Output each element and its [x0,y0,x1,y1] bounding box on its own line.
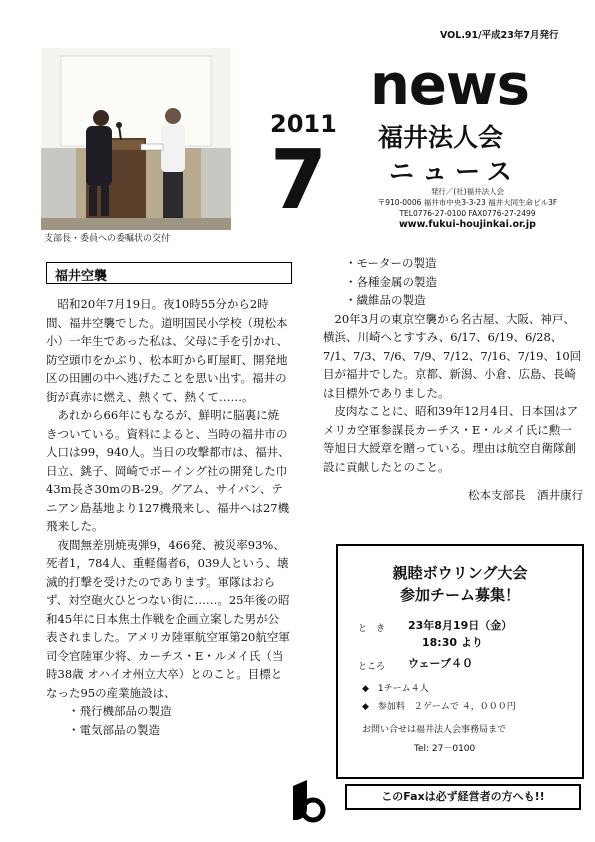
publisher: 発行／(社)福井法人会 [430,187,505,196]
where-label: ところ [358,662,386,672]
event-place: ウェーブ４０ [408,657,474,670]
when-label: と き [358,624,386,634]
event-title [338,562,582,606]
news-logo-text: news [370,53,529,118]
event-date: 23年8月19日（金） [408,619,513,632]
article-left-column [46,295,290,739]
event-bullet-team: ◆ 1チーム４人 [362,684,429,694]
list-item: ・電気部品の製造 [68,722,160,737]
event-bullet-fee: ◆ 参加料 ２ゲームで ４，０００円 [362,702,516,712]
event-contact: お問い合せは福井法人会事務局まで [362,725,507,735]
event-tel: Tel: 27－0100 [414,744,476,754]
list-item: ・各種金属の製造 [345,274,437,289]
list-item: ・飛行機部品の製造 [68,704,172,718]
article-right-column [323,254,583,505]
association-logo [287,778,327,824]
ceremony-image [41,48,231,230]
tel-fax: TEL0776-27-0100 FAX0776-27-2499 [399,209,536,218]
article-paragraph: あれから66年にもなるが、鮮明に脳裏に焼きついている。資料によると、当時の福井市の人口は99，940人。当日の攻撃都市は、福井、日立、銚子、岡崎でボーイング社の開発した巾43m長さ30mのB-29。グアム、サイパン、テニアン島基地より127機飛来し、福井へは27機飛来した。 [46,408,290,533]
article-title-box [46,262,292,284]
org-subtitle: ニュース [389,157,520,186]
volume-issue: VOL.91/平成23年7月発行 [440,30,559,41]
fax-notice: このFaxは必ず経営者の方へも!! [345,784,581,810]
event-title-line1: 親睦ボウリング大会 [392,564,528,582]
event-time: 18:30 より [422,636,483,649]
article-paragraph: 夜間無差別焼夷弾9，466発、被災率93%、死者1，784人、重軽傷者6，039人という、壊滅的打撃を受けたのであります。軍隊はおらず、対空砲火ひとつない街に……。25年後の昭和45年に日本焦土作戦を企画立案した男が公表されました。アメリカ陸軍航空軍第20航空軍司令官陸軍少将、カーチス・E・ルメイ氏（当時38歳 オハイオ州立大卒）とのこと。目標となった95の産業施設は、 [46,537,290,700]
photo-caption: 支部長・委員への委嘱状の交付 [44,234,171,244]
publisher-info [350,186,585,230]
ceremony-photo [41,48,231,230]
address: 〒910-0006 福井市中央3-3-23 福井大同生命ビル3F [377,198,558,207]
article-title: 福井空襲 [55,269,108,284]
issue-month: 7 [270,133,328,228]
event-title-line2: 参加チーム募集！ [399,586,520,604]
article-paragraph: 20年3月の東京空襲から名古屋、大阪、神戸、横浜、川崎へとすすみ、6/17、6/19、6/28、7/1、7/3、7/6、7/9、7/12、7/16、7/19、10回目が福井でした。京都、新潟、小倉、広島、長崎は目標外でありました。 [323,311,582,400]
article-paragraph: 皮肉なことに、昭和39年12月4日、日本国はアメリカ空軍参謀長カーチス・E・ルメイ氏に勲一等旭日大綬章を贈っている。理由は航空自衛隊創設に貢献したとのこと。 [323,404,579,474]
article-author: 松本支部長 酒井康行 [468,488,583,502]
list-item: ・繊維品の製造 [345,293,426,307]
website-link[interactable]: www.fukui-houjinkai.or.jp [399,219,536,230]
article-paragraph: 昭和20年7月19日。夜10時55分から2時間、福井空襲でした。道明国民小学校（現松本小）一年生であった私は、父母に手を引かれ、防空頭巾をかぶり、松本町から町屋町、開発地区の田圃の中へ逃げたことを思い出す。福井の街が真赤に燃え、熱くて、熱くて……。 [46,297,289,404]
org-title: 福井法人会 [378,123,504,152]
bowling-event-box [336,544,584,779]
list-item: ・モーターの製造 [345,256,437,270]
issue-year: 2011 [270,110,337,138]
logo-icon [287,778,327,824]
